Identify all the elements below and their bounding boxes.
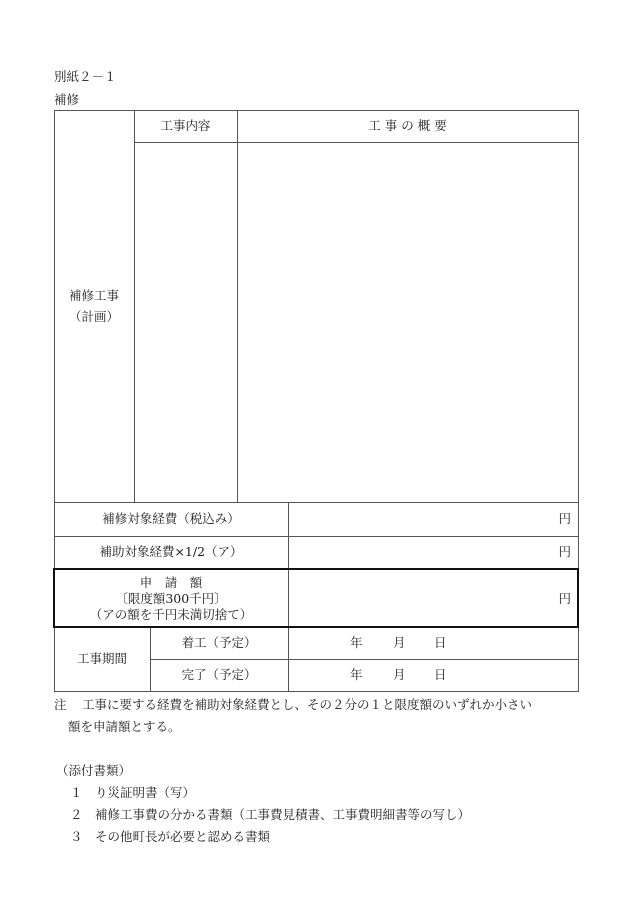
end-day-unit: 日 [434,667,447,682]
work-content-header: 工事内容 [160,118,211,133]
note-line-2: 額を申請額とする。 [68,719,181,734]
start-month-unit: 月 [393,635,406,650]
end-month-unit: 月 [393,667,406,682]
note-line-1: 工事に要する経費を補助対象経費とし、その２分の１と限度額のいずれか小さい [82,697,533,712]
end-year-unit: 年 [350,667,363,682]
attachment-item-text: その他町長が必要と認める書類 [95,829,271,844]
attachment-item-text: り災証明書（写） [95,785,196,800]
attachment-item-text: 補修工事費の分かる書類（工事費見積書、工事費明細書等の写し） [95,807,471,822]
application-limit-note: 〔限度額300千円〕 [115,591,227,606]
application-amount-label: 申 請 額 [139,575,203,590]
start-date-label: 着工（予定） [181,635,257,650]
subsidy-cost-unit: 円 [558,544,571,559]
note-prefix: 注 [54,697,67,712]
document-category: 補修 [54,92,80,107]
end-date-label: 完了（予定） [181,667,257,682]
work-summary-header: 工 事 の 概 要 [368,118,447,133]
work-period-label: 工事期間 [76,651,127,666]
attachment-item-number: ３ [70,829,83,844]
subsidy-cost-label: 補助対象経費×1/2（ア） [99,544,243,559]
attachments-heading: （添付書類） [56,763,132,778]
target-cost-label: 補修対象経費（税込み） [102,511,240,526]
work-summary-field[interactable] [238,143,578,502]
attachment-item-number: １ [70,785,83,800]
work-plan-sublabel: （計画） [68,309,119,324]
start-day-unit: 日 [434,635,447,650]
attachment-item-number: ２ [70,807,83,822]
start-year-unit: 年 [350,635,363,650]
work-content-field[interactable] [135,143,237,502]
application-rounding-note: （アの額を千円未満切捨て） [89,607,253,622]
attachment-number: 別紙２－１ [54,69,117,84]
work-plan-label: 補修工事 [68,288,119,303]
target-cost-unit: 円 [558,511,571,526]
application-amount-unit: 円 [558,591,571,606]
